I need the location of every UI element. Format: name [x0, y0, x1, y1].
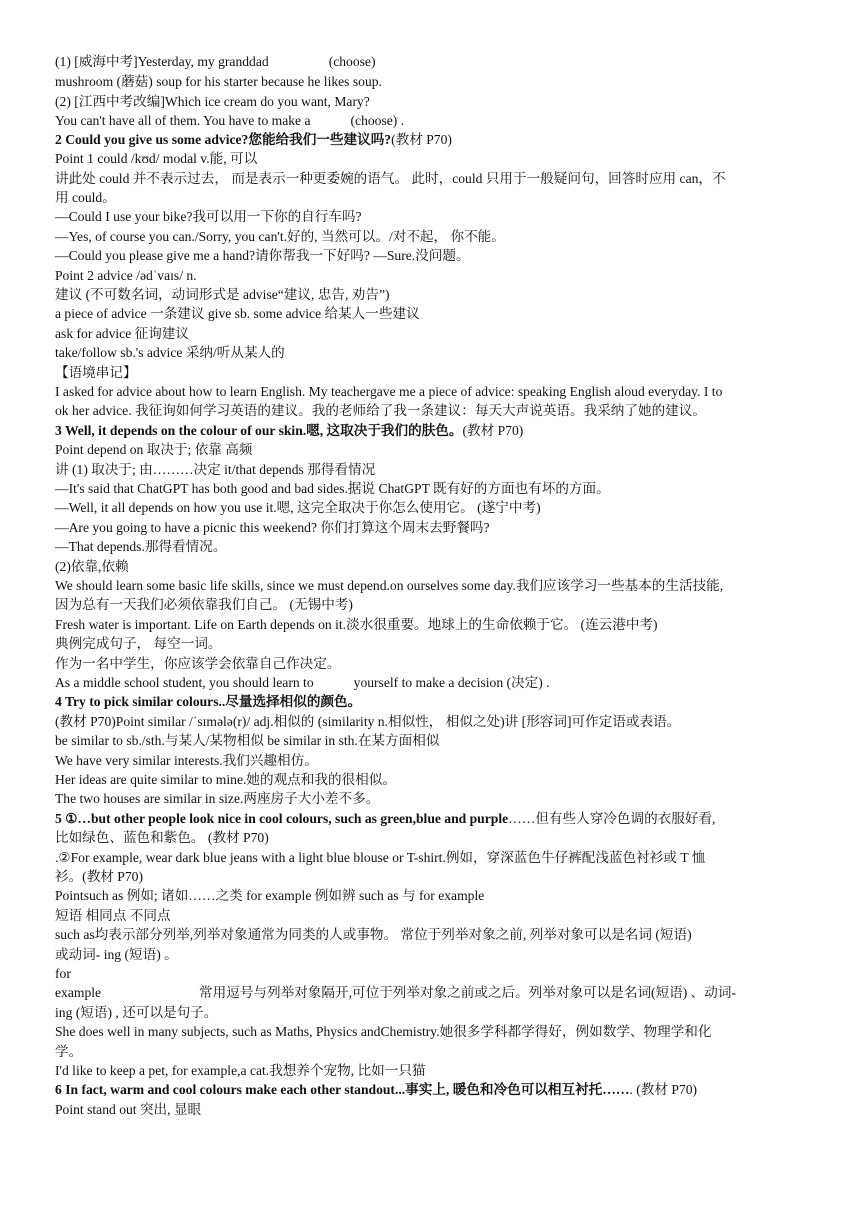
text-line: 因为总有一天我们必须依靠我们自己。 (无锡中考) [55, 597, 353, 612]
text-line: We have very similar interests.我们兴趣相仿。 [55, 753, 318, 768]
table-row [55, 984, 815, 1002]
section-title: 6 In fact, warm and cool colours make each other standout...事实上, 暖色和冷色可以相互衬托…… [55, 1082, 630, 1097]
text-line: We should learn some basic life skills, since we must depend.on ourselves some day.我们应该学习一些基本的生活技能, [55, 578, 724, 593]
section-heading [55, 1081, 815, 1099]
section-heading [55, 810, 815, 828]
row-label: example [55, 985, 102, 1000]
text-line: 作为一名中学生，你应该学会依靠自己作决定。 [55, 656, 341, 671]
text-line: (2)依靠,依赖 [55, 559, 129, 574]
exercise-text: You can't have all of them. You have to make a [55, 113, 311, 128]
text-line: 衫。(教材 P70) [55, 869, 143, 884]
text-line: Her ideas are quite similar to mine.她的观点和我的很相似。 [55, 772, 396, 787]
text-line: 讲此处 could 并不表示过去， 而是表示一种更委婉的语气。 此时，could 只用于一般疑问句，回答时应用 can，不 [55, 171, 726, 186]
exercise-line [55, 53, 815, 71]
exercise-hint: (choose) . [350, 113, 405, 128]
text-line: Point stand out 突出, 显眼 [55, 1102, 202, 1117]
text-line: Point 1 could /kʊd/ modal v.能, 可以 [55, 151, 258, 166]
text-line: —Are you going to have a picnic this weekend? 你们打算这个周末去野餐吗? [55, 520, 490, 535]
section-heading [55, 131, 815, 149]
section-title-rest: ……但有些人穿冷色调的衣服好看, [508, 811, 716, 826]
exercise-text: (1) [威海中考]Yesterday, my granddad [55, 54, 269, 69]
exercise-hint: yourself to make a decision (决定) . [353, 675, 550, 690]
exercise-text: As a middle school student, you should learn to [55, 675, 314, 690]
text-line: ing (短语) , 还可以是句子。 [55, 1005, 218, 1020]
text-line: 讲 (1) 取决于; 由………决定 it/that depends 那得看情况 [55, 462, 376, 477]
section-title: 5 ①…but other people look nice in cool colours, such as green,blue and purple [55, 811, 509, 826]
row-text: 常用逗号与列举对象隔开,可位于列举对象之前或之后。列举对象可以是名词(短语) 、动词- [199, 985, 736, 1000]
textbook-ref: . (教材 P70) [629, 1082, 698, 1097]
text-line: 学。 [55, 1044, 83, 1059]
text-line: 典例完成句子， 每空一词。 [55, 636, 222, 651]
exercise-hint: (choose) [328, 54, 376, 69]
text-line: —Yes, of course you can./Sorry, you can't.好的, 当然可以。/对不起， 你不能。 [55, 229, 505, 244]
text-line: Point 2 advice /ədˈvaɪs/ n. [55, 268, 197, 283]
text-line: I'd like to keep a pet, for example,a cat.我想养个宠物, 比如一只猫 [55, 1063, 426, 1078]
text-line: ok her advice. 我征询如何学习英语的建议。我的老师给了我一条建议：每天大声说英语。我采纳了她的建议。 [55, 403, 706, 418]
text-line: —It's said that ChatGPT has both good and bad sides.据说 ChatGPT 既有好的方面也有坏的方面。 [55, 481, 610, 496]
text-line: Point depend on 取决于; 依靠 高频 [55, 442, 253, 457]
text-line: .②For example, wear dark blue jeans with a light blue blouse or T-shirt.例如，穿深蓝色牛仔裤配浅蓝色衬衫或 T 恤 [55, 850, 706, 865]
text-line: She does well in many subjects, such as Maths, Physics andChemistry.她很多学科都学得好，例如数学、物理学和化 [55, 1024, 712, 1039]
textbook-ref: (教材 P70) [391, 132, 452, 147]
text-line: (2) [江西中考改编]Which ice cream do you want, Mary? [55, 94, 370, 109]
text-line: Fresh water is important. Life on Earth depends on it.淡水很重要。地球上的生命依赖于它。 (连云港中考) [55, 617, 658, 632]
section-heading [55, 422, 815, 440]
text-line: The two houses are similar in size.两座房子大小差不多。 [55, 791, 380, 806]
exercise-line [55, 674, 815, 692]
text-line: (教材 P70)Point similar /ˈsɪmələ(r)/ adj.相似的 (similarity n.相似性， 相似之处)讲 [形容词]可作定语或表语。 [55, 714, 681, 729]
textbook-ref: (教材 P70) [462, 423, 524, 438]
text-line: 建议 (不可数名词，动词形式是 advise“建议, 忠告, 劝告”) [55, 287, 390, 302]
text-line: 短语 相同点 不同点 [55, 908, 171, 923]
section-title: 4 Try to pick similar colours..尽量选择相似的颜色。 [55, 694, 362, 709]
text-line: for [55, 966, 71, 981]
text-line: ask for advice 征询建议 [55, 326, 190, 341]
text-line: —Could I use your bike?我可以用一下你的自行车吗? [55, 209, 362, 224]
text-line: mushroom (蘑菇) soup for his starter because he likes soup. [55, 74, 382, 89]
text-line: such as均表示部分列举,列举对象通常为同类的人或事物。 常位于列举对象之前, 列举对象可以是名词 (短语) [55, 927, 692, 942]
text-line: 【语境串记】 [55, 365, 137, 380]
exercise-line [55, 112, 815, 130]
text-line: 或动词- ing (短语) 。 [55, 947, 178, 962]
text-line: be similar to sb./sth.与某人/某物相似 be similar in sth.在某方面相似 [55, 733, 440, 748]
text-line: 用 could。 [55, 190, 116, 205]
section-heading [55, 693, 815, 711]
text-line: I asked for advice about how to learn English. My teachergave me a piece of advice: speaking English aloud everyday. I to [55, 384, 723, 399]
text-line: —Could you please give me a hand?请你帮我一下好吗? —Sure.没问题。 [55, 248, 470, 263]
section-title: 3 Well, it depends on the colour of our skin.嗯, 这取决于我们的肤色。 [55, 423, 463, 438]
text-line: 比如绿色、蓝色和紫色。 (教材 P70) [55, 830, 269, 845]
section-title: 2 Could you give us some advice?您能给我们一些建议吗? [55, 132, 392, 147]
text-line: take/follow sb.'s advice 采纳/听从某人的 [55, 345, 285, 360]
text-line: —Well, it all depends on how you use it.嗯, 这完全取决于你怎么使用它。 (遂宁中考) [55, 500, 541, 515]
text-line: —That depends.那得看情况。 [55, 539, 227, 554]
text-line: a piece of advice 一条建议 give sb. some advice 给某人一些建议 [55, 306, 420, 321]
text-line: Pointsuch as 例如; 诸如……之类 for example 例如辨 such as 与 for example [55, 888, 485, 903]
